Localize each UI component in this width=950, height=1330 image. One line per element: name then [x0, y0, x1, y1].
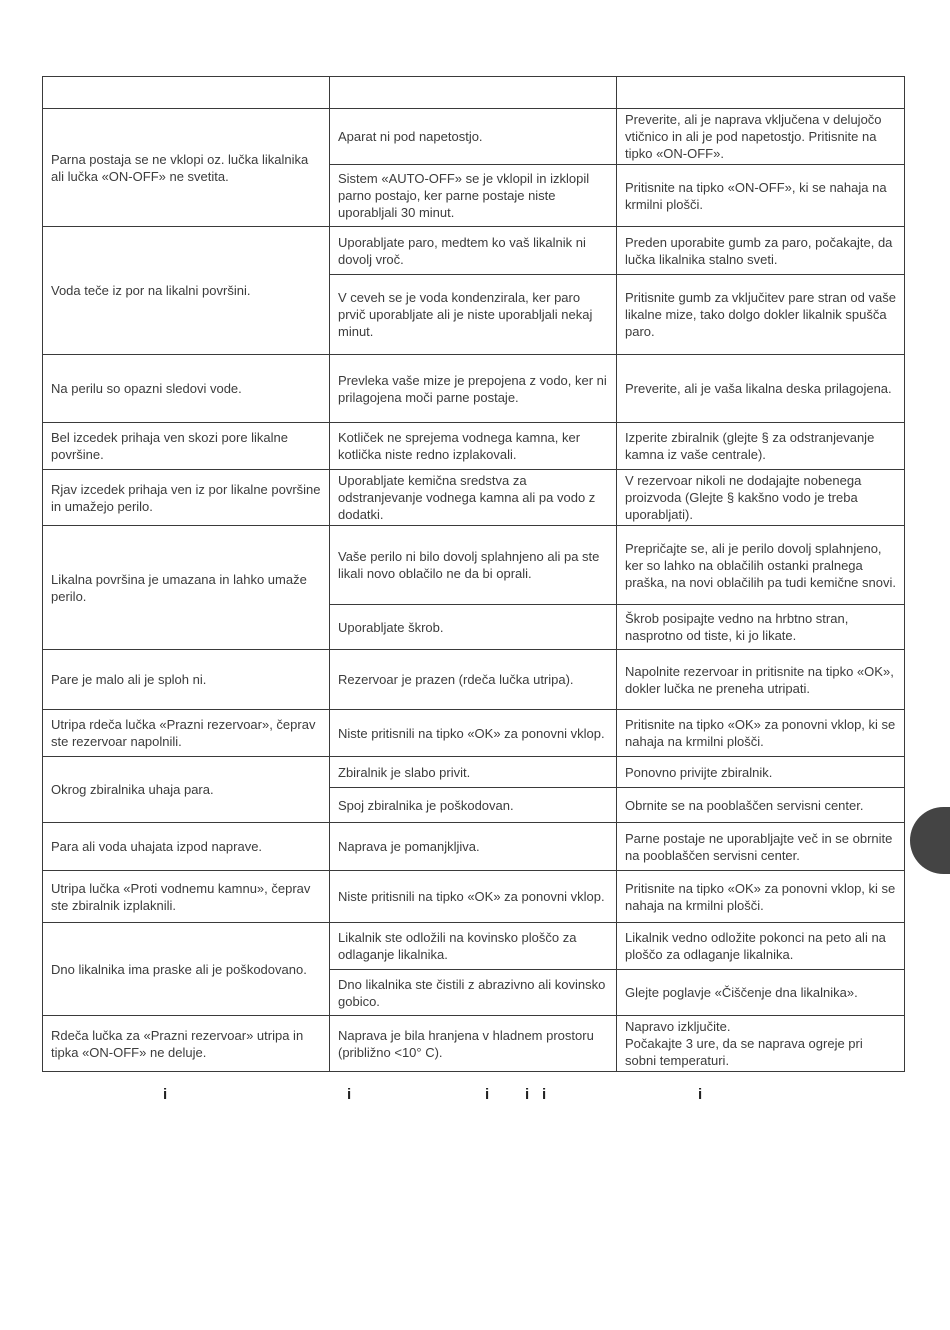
cause-cell: Prevleka vaše mize je prepojena z vodo, ker ni prilagojena moči parne postaje.	[330, 355, 617, 423]
solution-cell: Ponovno privijte zbiralnik.	[617, 757, 905, 788]
problem-cell: Likalna površina je umazana in lahko umaže perilo.	[43, 526, 330, 650]
solution-cell: Parne postaje ne uporabljajte več in se obrnite na pooblaščen servisni center.	[617, 823, 905, 871]
cause-cell: Dno likalnika ste čistili z abrazivno ali kovinsko gobico.	[330, 970, 617, 1016]
cause-cell: Uporabljate kemična sredstva za odstranjevanje vodnega kamna ali pa vodo z dodatki.	[330, 470, 617, 526]
problem-cell: Utripa lučka «Proti vodnemu kamnu», čeprav ste zbiralnik izplaknili.	[43, 871, 330, 923]
table-row	[43, 470, 905, 526]
footer-glyph-row	[0, 1086, 950, 1106]
problem-cell: Dno likalnika ima praske ali je poškodovano.	[43, 923, 330, 1016]
solution-cell: Likalnik vedno odložite pokonci na peto ali na ploščo za odlaganje likalnika.	[617, 923, 905, 970]
table-row	[43, 871, 905, 923]
solution-cell: Škrob posipajte vedno na hrbtno stran, nasprotno od tiste, ki jo likate.	[617, 605, 905, 650]
table-row	[43, 757, 905, 788]
solution-cell: Pritisnite na tipko «OK» za ponovni vklop, ki se nahaja na krmilni plošči.	[617, 871, 905, 923]
problem-cell: Para ali voda uhajata izpod naprave.	[43, 823, 330, 871]
footer-glyph: i	[163, 1086, 168, 1103]
table-row	[43, 109, 905, 165]
cause-cell: Kotliček ne sprejema vodnega kamna, ker kotlička niste redno izplakovali.	[330, 423, 617, 470]
cause-cell: Rezervoar je prazen (rdeča lučka utripa).	[330, 650, 617, 710]
solution-cell: Preverite, ali je vaša likalna deska prilagojena.	[617, 355, 905, 423]
cause-cell: Naprava je pomanjkljiva.	[330, 823, 617, 871]
problem-cell: Na perilu so opazni sledovi vode.	[43, 355, 330, 423]
cause-cell: Zbiralnik je slabo privit.	[330, 757, 617, 788]
problem-cell: Rjav izcedek prihaja ven iz por likalne površine in umažejo perilo.	[43, 470, 330, 526]
problem-cell: Utripa rdeča lučka «Prazni rezervoar», čeprav ste rezervoar napolnili.	[43, 710, 330, 757]
solution-cell: Glejte poglavje «Čiščenje dna likalnika».	[617, 970, 905, 1016]
header-cell-problem	[43, 77, 330, 109]
cause-cell: Uporabljate škrob.	[330, 605, 617, 650]
solution-cell: Napravo izključite. Počakajte 3 ure, da se naprava ogreje pri sobni temperaturi.	[617, 1016, 905, 1072]
solution-cell: Pritisnite na tipko «OK» za ponovni vklop, ki se nahaja na krmilni plošči.	[617, 710, 905, 757]
solution-cell: Pritisnite na tipko «ON-OFF», ki se nahaja na krmilni plošči.	[617, 165, 905, 227]
cause-cell: Uporabljate paro, medtem ko vaš likalnik ni dovolj vroč.	[330, 227, 617, 275]
chapter-tab-marker	[910, 807, 950, 874]
problem-cell: Bel izcedek prihaja ven skozi pore likalne površine.	[43, 423, 330, 470]
table-row	[43, 227, 905, 275]
cause-cell: Sistem «AUTO-OFF» se je vklopil in izklopil parno postajo, ker parne postaje niste uporabljali 30 minut.	[330, 165, 617, 227]
solution-cell: Obrnite se na pooblaščen servisni center.	[617, 788, 905, 823]
table-row	[43, 923, 905, 970]
solution-cell: Prepričajte se, ali je perilo dovolj splahnjeno, ker so lahko na oblačilih ostanki pralnega praška, na novi oblačilih pa tudi kemične snovi.	[617, 526, 905, 605]
footer-glyph: i	[347, 1086, 352, 1103]
cause-cell: Niste pritisnili na tipko «OK» za ponovni vklop.	[330, 710, 617, 757]
header-cell-cause	[330, 77, 617, 109]
table-row	[43, 526, 905, 605]
problem-cell: Rdeča lučka za «Prazni rezervoar» utripa in tipka «ON-OFF» ne deluje.	[43, 1016, 330, 1072]
solution-cell: Izperite zbiralnik (glejte § za odstranjevanje kamna iz vaše centrale).	[617, 423, 905, 470]
table-row	[43, 355, 905, 423]
footer-glyph: i	[698, 1086, 703, 1103]
table-row	[43, 1016, 905, 1072]
problem-cell: Okrog zbiralnika uhaja para.	[43, 757, 330, 823]
solution-cell: V rezervoar nikoli ne dodajajte nobenega proizvoda (Glejte § kakšno vodo je treba uporabljati).	[617, 470, 905, 526]
problem-cell: Voda teče iz por na likalni površini.	[43, 227, 330, 355]
footer-glyph: i	[485, 1086, 490, 1103]
cause-cell: Vaše perilo ni bilo dovolj splahnjeno ali pa ste likali novo oblačilo ne da bi oprali.	[330, 526, 617, 605]
header-row	[43, 77, 905, 109]
table-row	[43, 650, 905, 710]
table-row	[43, 423, 905, 470]
cause-cell: Likalnik ste odložili na kovinsko ploščo za odlaganje likalnika.	[330, 923, 617, 970]
header-cell-solution	[617, 77, 905, 109]
cause-cell: Niste pritisnili na tipko «OK» za ponovni vklop.	[330, 871, 617, 923]
troubleshooting-table	[42, 76, 905, 1072]
solution-cell: Napolnite rezervoar in pritisnite na tipko «OK», dokler lučka ne preneha utripati.	[617, 650, 905, 710]
table-row	[43, 823, 905, 871]
cause-cell: Naprava je bila hranjena v hladnem prostoru (približno <10° C).	[330, 1016, 617, 1072]
table-row	[43, 710, 905, 757]
solution-cell: Preverite, ali je naprava vključena v delujočo vtičnico in ali je pod napetostjo. Pritisnite na tipko «ON-OFF».	[617, 109, 905, 165]
cause-cell: Spoj zbiralnika je poškodovan.	[330, 788, 617, 823]
cause-cell: V ceveh se je voda kondenzirala, ker paro prvič uporabljate ali je niste uporabljali nekaj minut.	[330, 275, 617, 355]
cause-cell: Aparat ni pod napetostjo.	[330, 109, 617, 165]
footer-glyph: i	[542, 1086, 547, 1103]
footer-glyph: i	[525, 1086, 530, 1103]
problem-cell: Parna postaja se ne vklopi oz. lučka likalnika ali lučka «ON-OFF» ne svetita.	[43, 109, 330, 227]
problem-cell: Pare je malo ali je sploh ni.	[43, 650, 330, 710]
solution-cell: Pritisnite gumb za vključitev pare stran od vaše likalne mize, tako dolgo dokler likalnik spušča paro.	[617, 275, 905, 355]
solution-cell: Preden uporabite gumb za paro, počakajte, da lučka likalnika stalno sveti.	[617, 227, 905, 275]
